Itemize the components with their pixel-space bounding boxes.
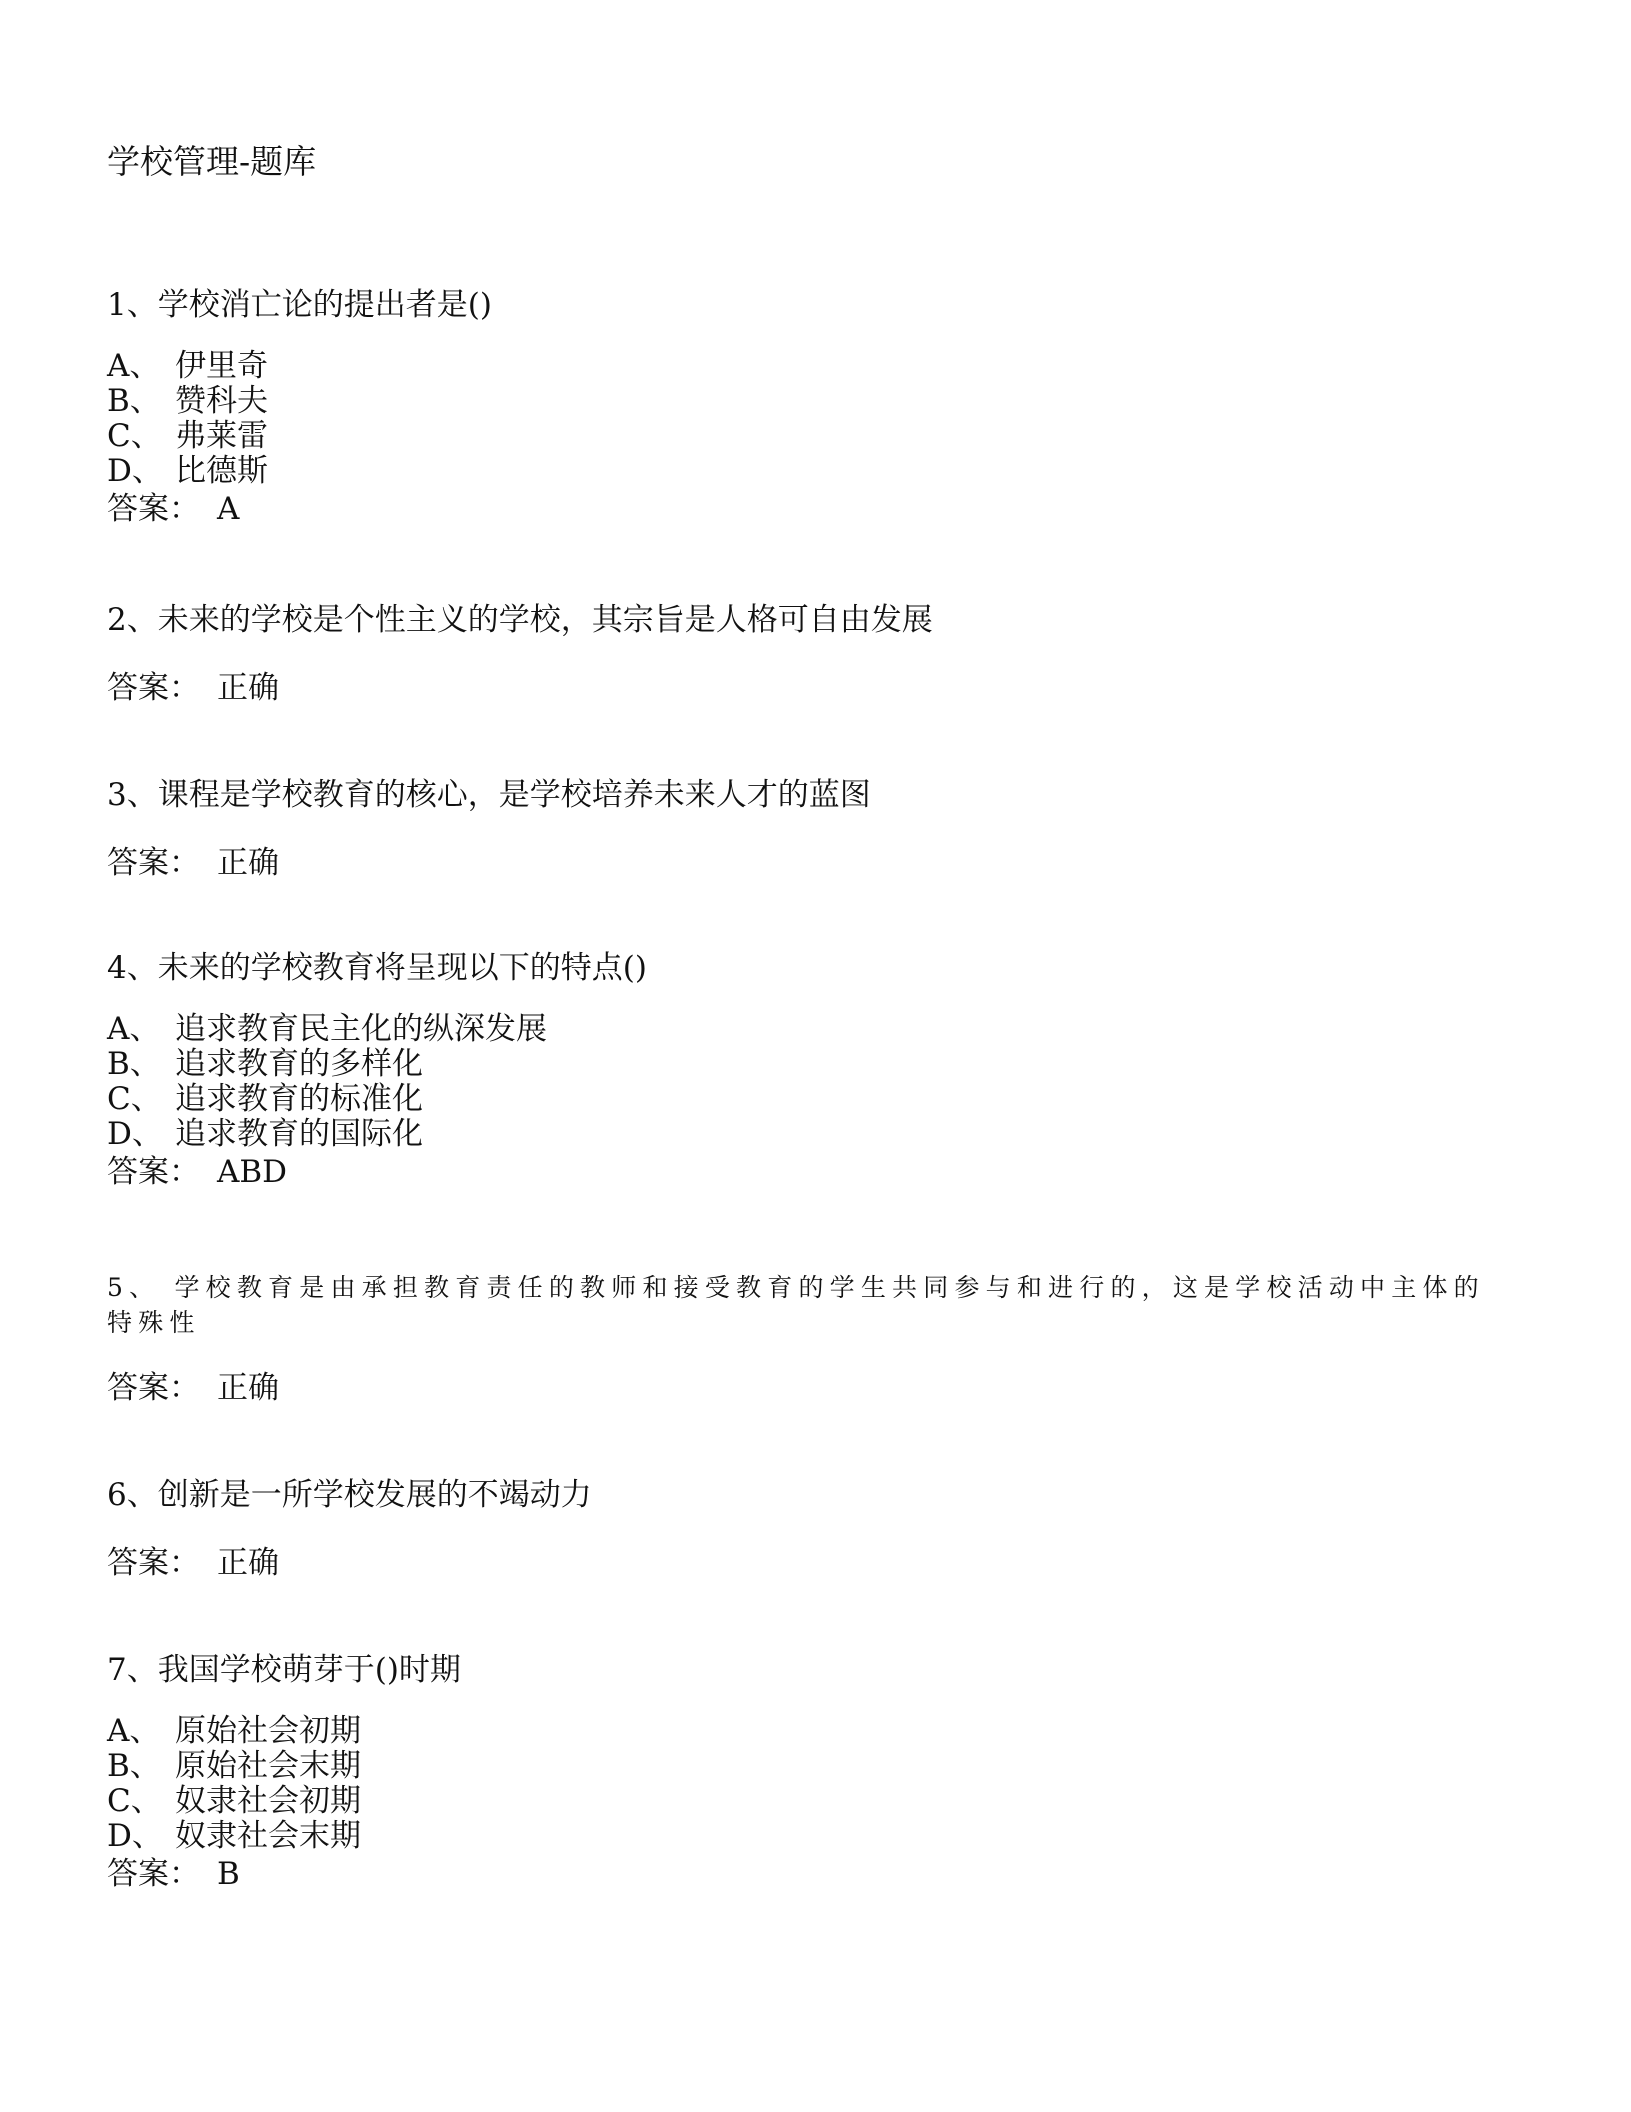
- option-b: [107, 1749, 1557, 1784]
- option-text: 追求教育的标准化: [175, 1081, 423, 1117]
- answer: [107, 1368, 1557, 1408]
- option-a: [107, 1012, 1557, 1047]
- question-text: 5、 学校教育是由承担教育责任的教师和接受教育的学生共同参与和进行的，这是学校活动中主体的特殊性: [107, 1273, 1485, 1337]
- question-5: [107, 1270, 1557, 1408]
- question-3: [107, 775, 1557, 883]
- answer-label: 答案：: [107, 1545, 200, 1581]
- option-c: [107, 1082, 1557, 1117]
- answer-value: B: [217, 1856, 240, 1892]
- answer-label: 答案：: [107, 845, 200, 881]
- answer-value: 正确: [217, 1370, 279, 1406]
- option-text: 弗莱雷: [175, 418, 268, 454]
- option-text: 原始社会末期: [175, 1748, 361, 1784]
- answer-value: ABD: [217, 1154, 288, 1190]
- answer-label: 答案：: [107, 1370, 200, 1406]
- answer: [107, 843, 1557, 883]
- option-c: [107, 1784, 1557, 1819]
- question-text: 6、创新是一所学校发展的不竭动力: [107, 1477, 592, 1513]
- option-text: 奴隶社会初期: [175, 1783, 361, 1819]
- option-letter: C、: [107, 418, 162, 454]
- option-letter: A、: [107, 1011, 161, 1047]
- option-text: 追求教育的国际化: [175, 1116, 423, 1152]
- option-letter: A、: [107, 348, 161, 384]
- option-d: [107, 1117, 1557, 1152]
- answer-value: 正确: [217, 1545, 279, 1581]
- question-1: [107, 285, 1557, 529]
- option-d: [107, 1819, 1557, 1854]
- option-text: 追求教育的多样化: [175, 1046, 423, 1082]
- option-a: [107, 1714, 1557, 1749]
- option-letter: D、: [107, 1818, 163, 1854]
- option-letter: D、: [107, 1116, 163, 1152]
- question-4: [107, 948, 1557, 1192]
- option-letter: B、: [107, 383, 161, 419]
- option-text: 伊里奇: [175, 348, 268, 384]
- page-title: 学校管理-题库: [107, 142, 317, 181]
- option-text: 赞科夫: [175, 383, 268, 419]
- answer-value: 正确: [217, 845, 279, 881]
- option-text: 追求教育民主化的纵深发展: [175, 1011, 547, 1047]
- answer-label: 答案：: [107, 670, 200, 706]
- answer: [107, 1543, 1557, 1583]
- question-text: 1、学校消亡论的提出者是(): [107, 287, 492, 323]
- option-c: [107, 419, 1557, 454]
- option-letter: C、: [107, 1081, 162, 1117]
- option-letter: A、: [107, 1713, 161, 1749]
- option-letter: B、: [107, 1046, 161, 1082]
- question-text: 3、课程是学校教育的核心，是学校培养未来人才的蓝图: [107, 777, 871, 813]
- answer-value: 正确: [217, 670, 279, 706]
- options-list: [107, 1714, 1557, 1854]
- answer: [107, 489, 1557, 529]
- options-list: [107, 349, 1557, 489]
- question-text: 4、未来的学校教育将呈现以下的特点(): [107, 950, 647, 986]
- option-text: 原始社会初期: [175, 1713, 361, 1749]
- option-b: [107, 1047, 1557, 1082]
- question-7: [107, 1650, 1557, 1894]
- answer: [107, 668, 1557, 708]
- question-2: [107, 600, 1557, 708]
- option-letter: C、: [107, 1783, 162, 1819]
- option-letter: D、: [107, 453, 163, 489]
- option-a: [107, 349, 1557, 384]
- answer: [107, 1152, 1557, 1192]
- option-text: 奴隶社会末期: [175, 1818, 361, 1854]
- question-6: [107, 1475, 1557, 1583]
- option-text: 比德斯: [175, 453, 268, 489]
- question-text: 2、未来的学校是个性主义的学校，其宗旨是人格可自由发展: [107, 602, 933, 638]
- answer-label: 答案：: [107, 491, 200, 527]
- option-letter: B、: [107, 1748, 161, 1784]
- option-d: [107, 454, 1557, 489]
- option-b: [107, 384, 1557, 419]
- answer-label: 答案：: [107, 1154, 200, 1190]
- options-list: [107, 1012, 1557, 1152]
- answer-value: A: [217, 491, 240, 527]
- answer: [107, 1854, 1557, 1894]
- answer-label: 答案：: [107, 1856, 200, 1892]
- question-text: 7、我国学校萌芽于()时期: [107, 1652, 461, 1688]
